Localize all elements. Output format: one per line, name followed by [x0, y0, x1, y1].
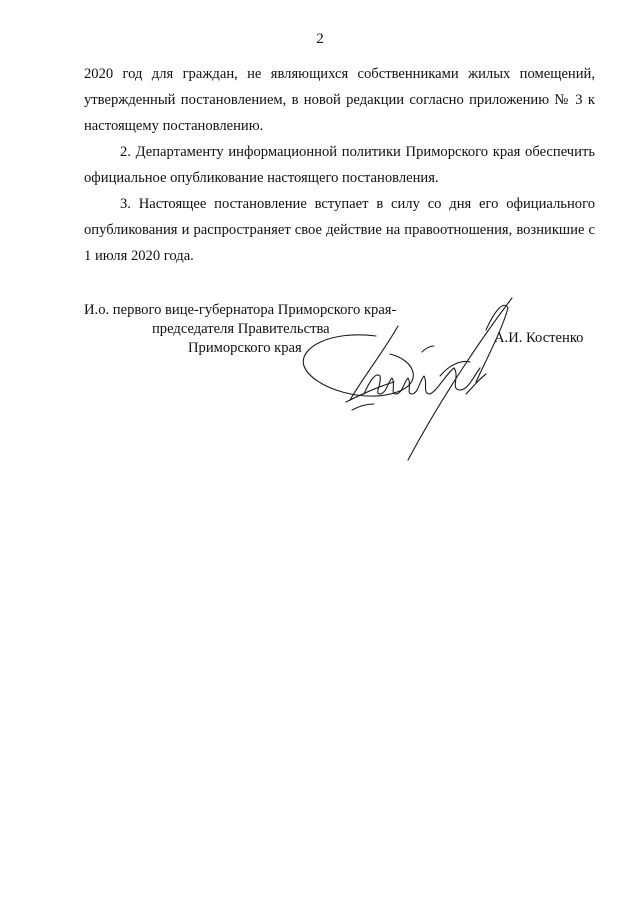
signatory-title-line-3: Приморского края [188, 340, 302, 356]
paragraph-item-3: 3. Настоящее постановление вступает в силу со дня его официального опубликования и распространяет свое действие на правоотношения, возникшие с 1 июля 2020 года. [84, 196, 595, 264]
signatory-title-line-2: председателя Правительства [152, 321, 330, 337]
page-number: 2 [316, 31, 324, 47]
paragraph-item-2: 2. Департаменту информационной политики Приморского края обеспечить официальное опубликование настоящего постановления. [84, 144, 595, 186]
handwritten-signature-icon [290, 290, 530, 470]
signatory-name: А.И. Костенко [494, 330, 584, 346]
signatory-title-line-1: И.о. первого вице-губернатора Приморского края- [84, 302, 397, 318]
paragraph-continuation: 2020 год для граждан, не являющихся собственниками жилых помещений, утвержденный постановлением, в новой редакции согласно приложению № 3 к настоящему постановлению. [84, 66, 595, 134]
document-body [84, 61, 595, 269]
